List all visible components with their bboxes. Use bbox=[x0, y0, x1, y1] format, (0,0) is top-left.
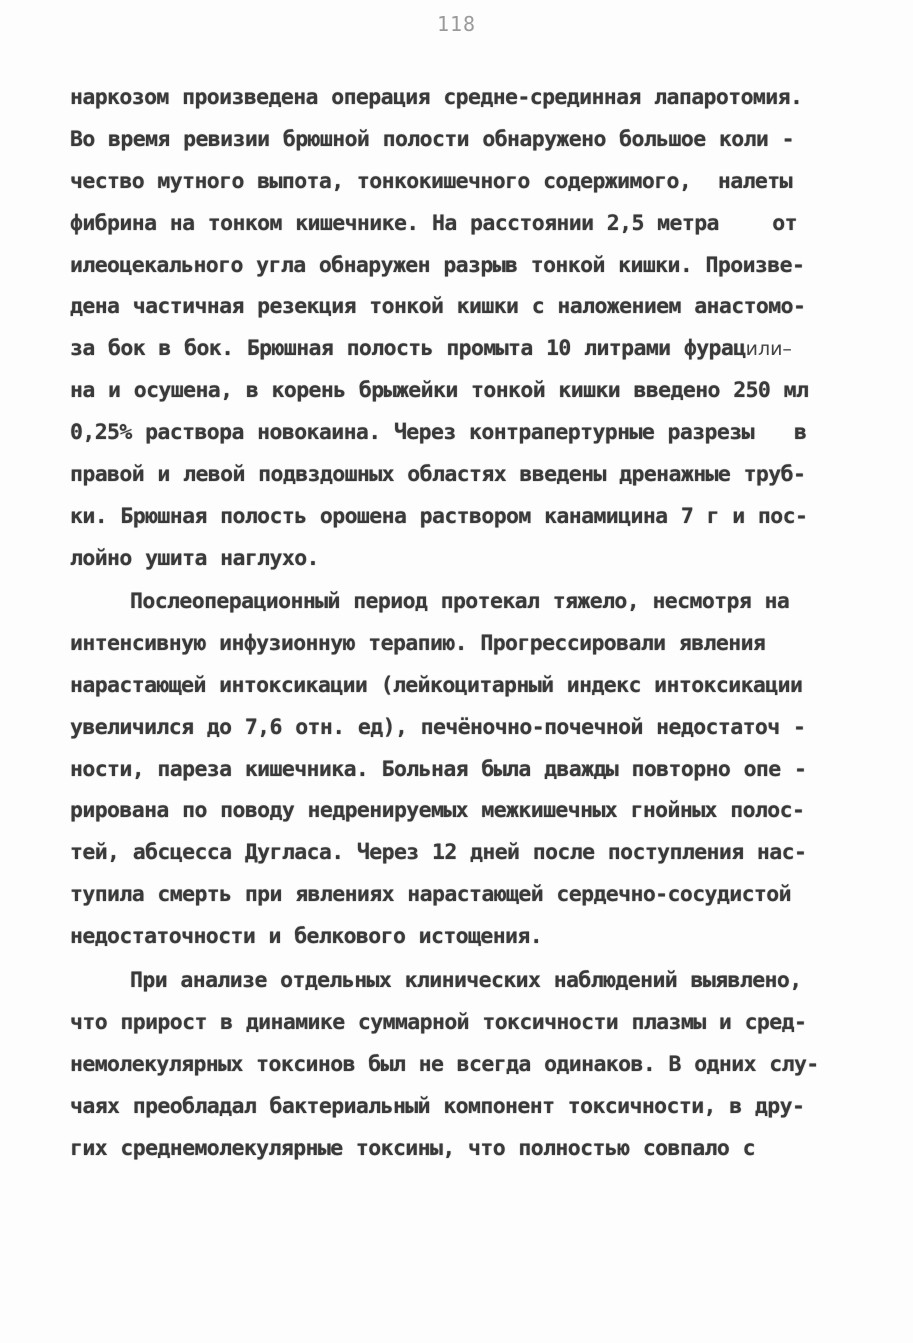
text-line: тупила смерть при явлениях нарастающей сердечно-сосудистой bbox=[70, 882, 791, 908]
text-line: дена частичная резекция тонкой кишки с наложением анастомо- bbox=[70, 294, 806, 320]
text-line-part: за бок в бок. Брюшная полость промыта 10 литрами фурац bbox=[70, 336, 746, 362]
text-line: рирована по поводу недренируемых межкишечных гнойных полос- bbox=[70, 798, 805, 824]
text-line: чество мутного выпота, тонкокишечного содержимого, налеты bbox=[70, 168, 792, 194]
text-line: Во время ревизии брюшной полости обнаружено большое коли - bbox=[70, 126, 794, 152]
text-line: гих среднемолекулярные токсины, что полностью совпало с bbox=[70, 1135, 755, 1161]
text-line: что прирост в динамике суммарной токсичности плазмы и сред- bbox=[70, 1009, 807, 1035]
text-line: увеличился до 7,6 отн. ед), печёночно-почечной недостаточ - bbox=[70, 714, 806, 740]
page-number: 118 bbox=[436, 12, 477, 36]
text-line: илеоцекального угла обнаружен разрыв тонкой кишки. Произве- bbox=[70, 252, 805, 278]
text-line: фибрина на тонком кишечнике. На расстоянии 2,5 метра от bbox=[70, 210, 797, 236]
text-line: правой и левой подвздошных областях введены дренажные труб- bbox=[70, 462, 806, 488]
text-line: ности, пареза кишечника. Больная была дважды повторно опе - bbox=[70, 756, 807, 782]
paragraph-3 bbox=[70, 960, 845, 1169]
text-line: чаях преобладал бактериальный компонент токсичности, в дру- bbox=[70, 1093, 805, 1119]
paragraph-2 bbox=[70, 581, 845, 958]
text-line: 0,25% раствора новокаина. Через контрапертурные разрезы в bbox=[70, 420, 807, 446]
text-line: ки. Брюшная полость орошена раствором канамицина 7 г и пос- bbox=[70, 503, 808, 529]
text-line: на и осушена, в корень брыжейки тонкой кишки введено 250 мл bbox=[70, 378, 809, 404]
text-line: интенсивную инфузионную терапию. Прогрессировали явления bbox=[70, 630, 766, 656]
text-line: наркозом произведена операция средне-срединная лапаротомия. bbox=[70, 85, 803, 110]
text-line: недостаточности и белкового истощения. bbox=[70, 924, 543, 950]
text-line: При анализе отдельных клинических наблюдений выявлено, bbox=[130, 968, 802, 993]
paragraph-1 bbox=[70, 77, 845, 580]
text-line: немолекулярных токсинов был не всегда одинаков. В одних слу- bbox=[70, 1051, 819, 1077]
text-line: тей, абсцесса Дугласа. Через 12 дней после поступления нас- bbox=[70, 840, 807, 866]
text-line: нарастающей интоксикации (лейкоцитарный индекс интоксикации bbox=[70, 672, 803, 698]
text-line: лойно ушита наглухо. bbox=[70, 545, 319, 571]
text-line-with-correction bbox=[70, 328, 845, 370]
handwritten-correction: или– bbox=[745, 338, 792, 361]
text-line: Послеоперационный период протекал тяжело, несмотря на bbox=[130, 589, 790, 614]
